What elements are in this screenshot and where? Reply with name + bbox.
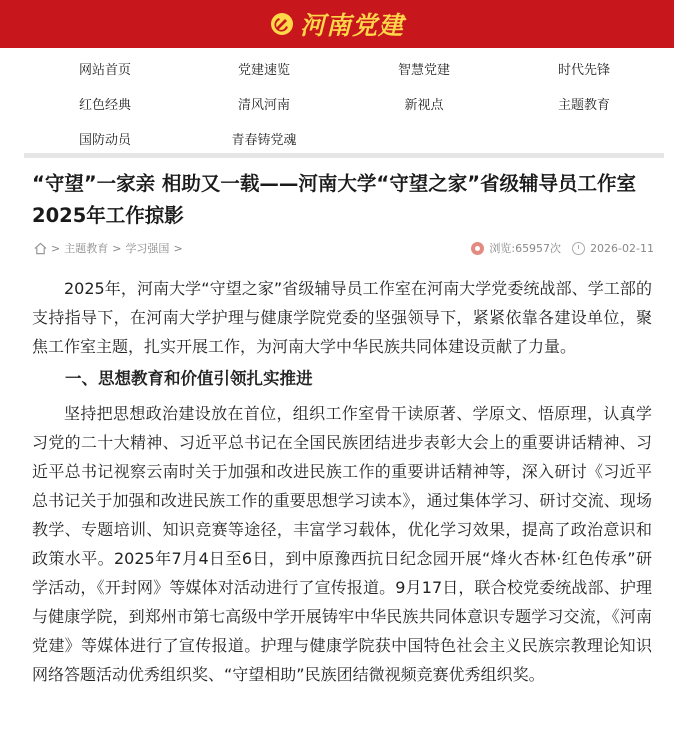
view-count: 浏览:65957次 bbox=[489, 242, 562, 255]
article-body bbox=[32, 274, 652, 689]
breadcrumb-item-theme-education[interactable]: 主题教育 bbox=[64, 242, 109, 255]
party-emblem-icon bbox=[270, 12, 294, 36]
site-logo-text: 河南党建 bbox=[299, 11, 404, 40]
nav-item-theme-education[interactable]: 主题教育 bbox=[557, 98, 611, 113]
breadcrumb-item-xuexi[interactable]: 学习强国 bbox=[125, 242, 170, 255]
site-logo[interactable] bbox=[270, 6, 404, 42]
main-nav bbox=[0, 48, 674, 159]
nav-item-new-perspective[interactable]: 新视点 bbox=[404, 98, 444, 113]
site-banner bbox=[0, 0, 674, 48]
publish-date: 2026-02-11 bbox=[590, 241, 654, 255]
breadcrumb-separator: > bbox=[112, 241, 122, 255]
clock-icon bbox=[572, 242, 585, 255]
article-title: “守望”一家亲 相助又一载——河南大学“守望之家”省级辅导员工作室2025年工作掠影 bbox=[32, 172, 637, 227]
nav-divider bbox=[24, 153, 664, 158]
article-meta bbox=[34, 238, 654, 258]
article-section-heading: 一、思想教育和价值引领扎实推进 bbox=[65, 369, 313, 388]
breadcrumb-separator: > bbox=[51, 241, 61, 255]
breadcrumb-separator: > bbox=[173, 241, 183, 255]
nav-item-pioneers[interactable]: 时代先锋 bbox=[557, 63, 611, 78]
nav-item-home[interactable]: 网站首页 bbox=[78, 63, 132, 78]
nav-item-national-defense[interactable]: 国防动员 bbox=[78, 133, 132, 148]
nav-item-smart-party[interactable]: 智慧党建 bbox=[397, 63, 451, 78]
nav-item-red-classics[interactable]: 红色经典 bbox=[78, 98, 132, 113]
article-paragraph: 2025年，河南大学“守望之家”省级辅导员工作室在河南大学党委统战部、学工部的支持指导下，在河南大学护理与健康学院党委的坚强领导下，紧紧依靠各建设单位，聚焦工作室主题，扎实开展工作，为河南大学中华民族共同体建设贡献了力量。 bbox=[32, 279, 652, 356]
nav-item-clean-henan[interactable]: 清风河南 bbox=[237, 98, 291, 113]
home-icon[interactable] bbox=[34, 242, 47, 255]
nav-item-party-news[interactable]: 党建速览 bbox=[237, 63, 291, 78]
breadcrumb bbox=[34, 240, 183, 256]
views-icon bbox=[471, 242, 484, 255]
article-stats bbox=[471, 240, 654, 256]
nav-item-youth-party-soul[interactable]: 青春铸党魂 bbox=[231, 133, 297, 148]
article-paragraph: 坚持把思想政治建设放在首位，组织工作室骨干读原著、学原文、悟原理，认真学习党的二十大精神、习近平总书记在全国民族团结进步表彰大会上的重要讲话精神、习近平总书记视察云南时关于加强和改进民族工作的重要讲话精神等，深入研讨《习近平总书记关于加强和改进民族工作的重要思想学习读本》，通过集体学习、研讨交流、现场教学、专题培训、知识竞赛等途径，丰富学习载体，优化学习效果，提高了政治意识和政策水平。2025年7月4日至6日，到中原豫西抗日纪念园开展“烽火杏林·红色传承”研学活动，《开封网》等媒体对活动进行了宣传报道。9月17日，联合校党委统战部、护理与健康学院，到郑州市第七高级中学开展铸牢中华民族共同体意识专题学习交流，《河南党建》等媒体进行了宣传报道。护理与健康学院获中国特色社会主义民族宗教理论知识网络答题活动优秀组织奖、“守望相助”民族团结微视频竞赛优秀组织奖。 bbox=[32, 404, 652, 684]
